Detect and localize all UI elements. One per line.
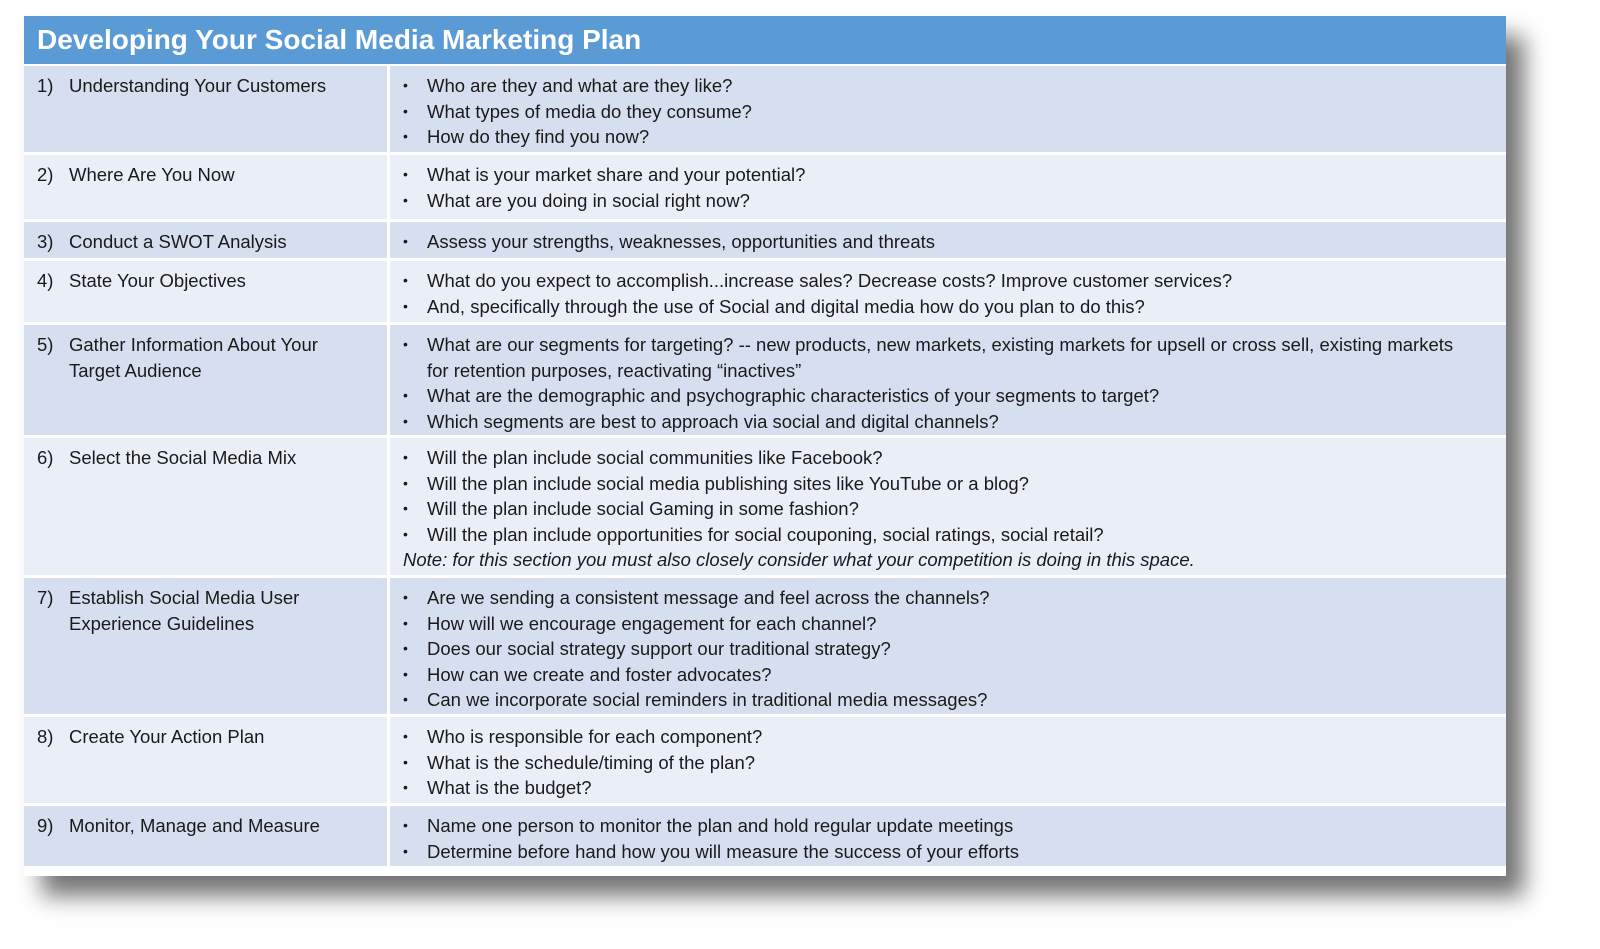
bullet-icon: • (403, 842, 408, 859)
list-item (403, 585, 1457, 611)
question-list (403, 268, 1506, 319)
question-list (403, 585, 1506, 713)
step-number: 3) (37, 231, 54, 252)
list-item (403, 662, 1457, 688)
list-item (403, 383, 1457, 409)
step-cell (24, 438, 390, 575)
question-list (403, 724, 1506, 801)
step-cell (24, 222, 390, 258)
list-item (403, 636, 1457, 662)
list-item (403, 73, 1457, 99)
step-cell (24, 806, 390, 866)
question-text: Will the plan include social communities like Facebook? (427, 447, 883, 468)
question-list (403, 445, 1506, 547)
question-list (403, 813, 1506, 864)
list-item (403, 332, 1457, 383)
list-item (403, 294, 1457, 320)
questions-cell (390, 717, 1506, 803)
list-item (403, 162, 1457, 188)
step-number: 9) (37, 815, 54, 836)
question-text: Will the plan include social Gaming in some fashion? (427, 498, 859, 519)
table-row (24, 66, 1506, 155)
list-item (403, 839, 1457, 865)
question-text: What are the demographic and psychographic characteristics of your segments to target? (427, 385, 1160, 406)
question-text: Which segments are best to approach via social and digital channels? (427, 410, 999, 432)
step-label: Select the Social Media Mix (69, 447, 297, 468)
question-text: How do they find you now? (427, 126, 650, 147)
plan-table (24, 66, 1506, 869)
bullet-icon: • (403, 589, 408, 605)
question-text: What types of media do they consume? (427, 100, 752, 122)
bullet-icon: • (403, 500, 408, 516)
table-row (24, 155, 1506, 222)
questions-cell (390, 261, 1506, 322)
bullet-icon: • (403, 191, 408, 208)
list-item (403, 775, 1457, 801)
question-text: Can we incorporate social reminders in traditional media messages? (427, 689, 988, 710)
question-text: How can we create and foster advocates? (427, 663, 772, 685)
question-text: What are you doing in social right now? (427, 189, 750, 211)
table-header (24, 16, 1506, 66)
bullet-icon: • (403, 665, 408, 682)
bullet-icon: • (403, 753, 408, 770)
question-text: How will we encourage engagement for each channel? (427, 612, 877, 634)
bullet-icon: • (403, 102, 408, 119)
questions-cell (390, 325, 1506, 435)
table-row (24, 261, 1506, 325)
step-label: Gather Information About Your Target Audience (69, 334, 318, 381)
step-cell (24, 325, 390, 435)
table-row (24, 717, 1506, 806)
question-text: What are our segments for targeting? -- new products, new markets, existing markets for upsell or cross sell, existing markets for retention purposes, reactivating “inactives” (427, 334, 1454, 381)
step-number: 5) (37, 334, 54, 355)
step-number: 6) (37, 447, 54, 468)
bullet-icon: • (403, 449, 408, 465)
question-text: What is your market share and your potential? (427, 164, 806, 185)
step-number: 7) (37, 587, 54, 608)
question-text: What is the budget? (427, 777, 592, 798)
bullet-icon: • (403, 128, 408, 144)
table-row (24, 806, 1506, 869)
list-item (403, 496, 1457, 522)
list-item (403, 99, 1457, 125)
step-number: 4) (37, 270, 54, 291)
step-number: 2) (37, 164, 54, 185)
step-number: 1) (37, 75, 54, 96)
table-row (24, 578, 1506, 717)
questions-cell (390, 438, 1506, 575)
step-label: Understanding Your Customers (69, 75, 327, 96)
list-item (403, 522, 1457, 548)
table-row (24, 222, 1506, 261)
question-text: What do you expect to accomplish...increase sales? Decrease costs? Improve customer services? (427, 270, 1233, 291)
list-item (403, 687, 1457, 713)
list-item (403, 188, 1457, 214)
plan-card (24, 16, 1506, 876)
question-list (403, 162, 1506, 213)
bullet-icon: • (403, 336, 408, 352)
bullet-icon: • (403, 640, 408, 656)
list-item (403, 813, 1457, 839)
bullet-icon: • (403, 525, 408, 542)
step-label: State Your Objectives (69, 270, 246, 291)
table-row (24, 438, 1506, 578)
bullet-icon: • (403, 387, 408, 403)
step-number: 8) (37, 726, 54, 747)
bullet-icon: • (403, 691, 408, 707)
questions-cell (390, 578, 1506, 714)
step-label: Conduct a SWOT Analysis (69, 231, 287, 252)
list-item (403, 124, 1457, 150)
bullet-icon: • (403, 817, 408, 833)
bullet-icon: • (403, 233, 408, 249)
question-text: Who are they and what are they like? (427, 75, 733, 96)
step-cell (24, 578, 390, 714)
question-text: And, specifically through the use of Social and digital media how do you plan to do this? (427, 295, 1145, 317)
list-item (403, 229, 1457, 255)
question-text: Are we sending a consistent message and feel across the channels? (427, 587, 990, 608)
question-text: What is the schedule/timing of the plan? (427, 751, 756, 773)
bullet-icon: • (403, 166, 408, 182)
questions-cell (390, 222, 1506, 258)
question-text: Will the plan include social media publishing sites like YouTube or a blog? (427, 472, 1029, 494)
question-list (403, 73, 1506, 150)
step-label: Create Your Action Plan (69, 726, 265, 747)
step-label: Establish Social Media User Experience Guidelines (69, 587, 300, 634)
list-item (403, 750, 1457, 776)
section-note: Note: for this section you must also closely consider what your competition is doing in this space. (403, 549, 1195, 570)
step-cell (24, 66, 390, 152)
question-list (403, 229, 1506, 255)
questions-cell (390, 155, 1506, 219)
questions-cell (390, 806, 1506, 866)
question-text: Assess your strengths, weaknesses, opportunities and threats (427, 231, 935, 252)
question-text: Will the plan include opportunities for social couponing, social ratings, social retail? (427, 523, 1104, 545)
page-title: Developing Your Social Media Marketing Plan (37, 24, 642, 55)
table-row (24, 325, 1506, 438)
step-cell (24, 155, 390, 219)
bullet-icon: • (403, 728, 408, 744)
step-cell (24, 261, 390, 322)
bullet-icon: • (403, 77, 408, 93)
list-item (403, 611, 1457, 637)
question-list (403, 332, 1506, 434)
question-text: Does our social strategy support our traditional strategy? (427, 638, 891, 659)
question-text: Who is responsible for each component? (427, 726, 763, 747)
list-item (403, 471, 1457, 497)
step-cell (24, 717, 390, 803)
bullet-icon: • (403, 412, 408, 429)
bullet-icon: • (403, 614, 408, 631)
list-item (403, 445, 1457, 471)
step-label: Where Are You Now (69, 164, 235, 185)
question-text: Determine before hand how you will measure the success of your efforts (427, 840, 1019, 862)
list-item (403, 268, 1457, 294)
question-text: Name one person to monitor the plan and hold regular update meetings (427, 815, 1014, 836)
bullet-icon: • (403, 297, 408, 314)
bullet-icon: • (403, 779, 408, 795)
step-label: Monitor, Manage and Measure (69, 815, 320, 836)
bullet-icon: • (403, 474, 408, 491)
questions-cell (390, 66, 1506, 152)
bullet-icon: • (403, 272, 408, 288)
list-item (403, 724, 1457, 750)
list-item (403, 409, 1457, 435)
